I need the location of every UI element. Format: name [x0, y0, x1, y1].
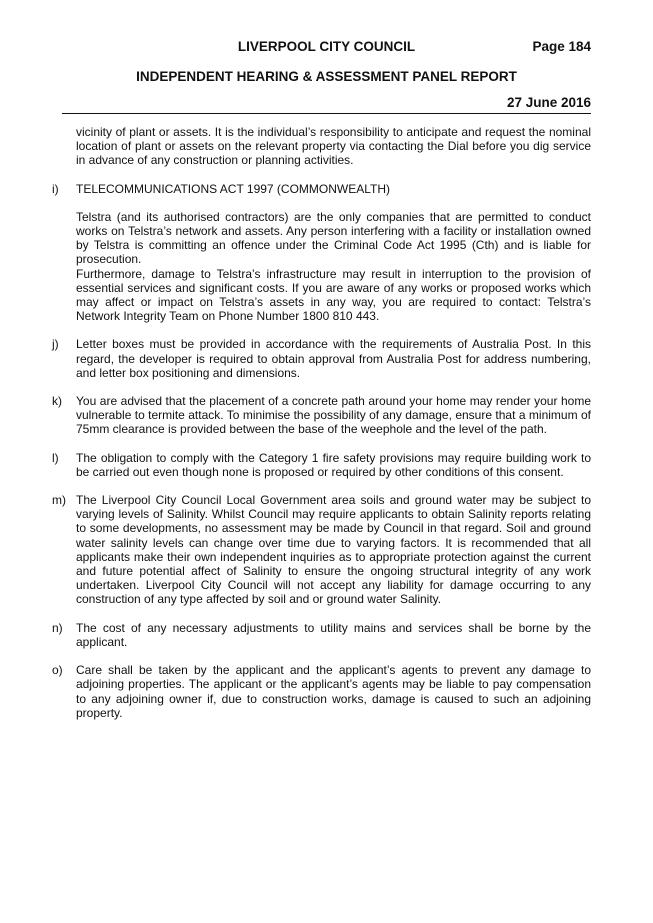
condition-item-n — [52, 621, 591, 649]
item-text: You are advised that the placement of a concrete path around your home may render your home vulnerable to termite attack. To minimise the possibility of any damage, ensure that a minimum of 75mm clearance is provided between the base of the weephole and the level of the path. — [76, 394, 591, 437]
intro-paragraph: vicinity of plant or assets. It is the individual’s responsibility to anticipate and request the nominal location of plant or assets on the relevant property via contacting the Dial before you dig service in advance of any construction or planning activities. — [76, 125, 591, 168]
item-marker: l) — [52, 450, 59, 465]
item-text: The obligation to comply with the Category 1 fire safety provisions may require building work to be carried out even though none is proposed or required by other conditions of this consent. — [76, 450, 591, 479]
item-marker: m) — [52, 493, 66, 508]
page-number: Page 184 — [532, 39, 591, 54]
condition-item-o — [52, 663, 591, 720]
report-date: 27 June 2016 — [506, 95, 591, 110]
item-text: Care shall be taken by the applicant and the applicant’s agents to prevent any damage to adjoining properties. The applicant or the applicant’s agents may be liable to pay compensation to any adjoining owner if, due to construction works, damage is caused to such an adjoining property. — [76, 663, 591, 720]
condition-item-j — [52, 337, 591, 380]
condition-item-i — [52, 182, 591, 324]
council-name: LIVERPOOL CITY COUNCIL — [237, 39, 416, 54]
item-text: The Liverpool City Council Local Government area soils and ground water may be subject to varying levels of Salinity. Whilst Council may require applicants to obtain Salinity reports relating to some developments, no assessment may be made by Council in that regard. Soil and ground water salinity levels can change over time due to varying factors. It is recommended that all applicants make their own independent inquiries as to appropriate protection against the current and future potential affect of Salinity to ensure the ongoing structural integrity of any work undertaken. Liverpool City Council will not accept any liability for damage occurring to any construction of any type affected by soil and or ground water Salinity. — [76, 493, 591, 607]
item-heading: TELECOMMUNICATIONS ACT 1997 (COMMONWEALTH) — [76, 181, 391, 196]
condition-item-k — [52, 394, 591, 437]
report-title: INDEPENDENT HEARING & ASSESSMENT PANEL REPORT — [136, 69, 517, 84]
item-text: Letter boxes must be provided in accordance with the requirements of Australia Post. In this regard, the developer is required to obtain approval from Australia Post for address numbering, and letter box positioning and dimensions. — [76, 337, 591, 380]
item-marker: o) — [52, 663, 63, 678]
document-body — [52, 125, 591, 720]
item-marker: j) — [52, 337, 59, 352]
telstra-paragraph-1: Telstra (and its authorised contractors) are the only companies that are permitted to conduct works on Telstra’s network and assets. Any person interfering with a facility or installation owned by Telstra is committing an offence under the Criminal Code Act 1995 (Cth) and is liable for prosecution. — [76, 209, 591, 267]
item-marker: i) — [52, 181, 59, 196]
item-marker: k) — [52, 394, 62, 409]
telstra-paragraph-2: Furthermore, damage to Telstra’s infrastructure may result in interruption to the provision of essential services and significant costs. If you are aware of any works or proposed works which may affect or impact on Telstra’s assets in any way, you are required to contact: Telstra’s Network Integrity Team on Phone Number 1800 810 443. — [76, 266, 591, 324]
item-text: The cost of any necessary adjustments to utility mains and services shall be borne by the applicant. — [76, 620, 591, 649]
item-marker: n) — [52, 620, 63, 635]
header-divider — [62, 113, 591, 114]
condition-item-l — [52, 451, 591, 479]
condition-item-m — [52, 493, 591, 607]
